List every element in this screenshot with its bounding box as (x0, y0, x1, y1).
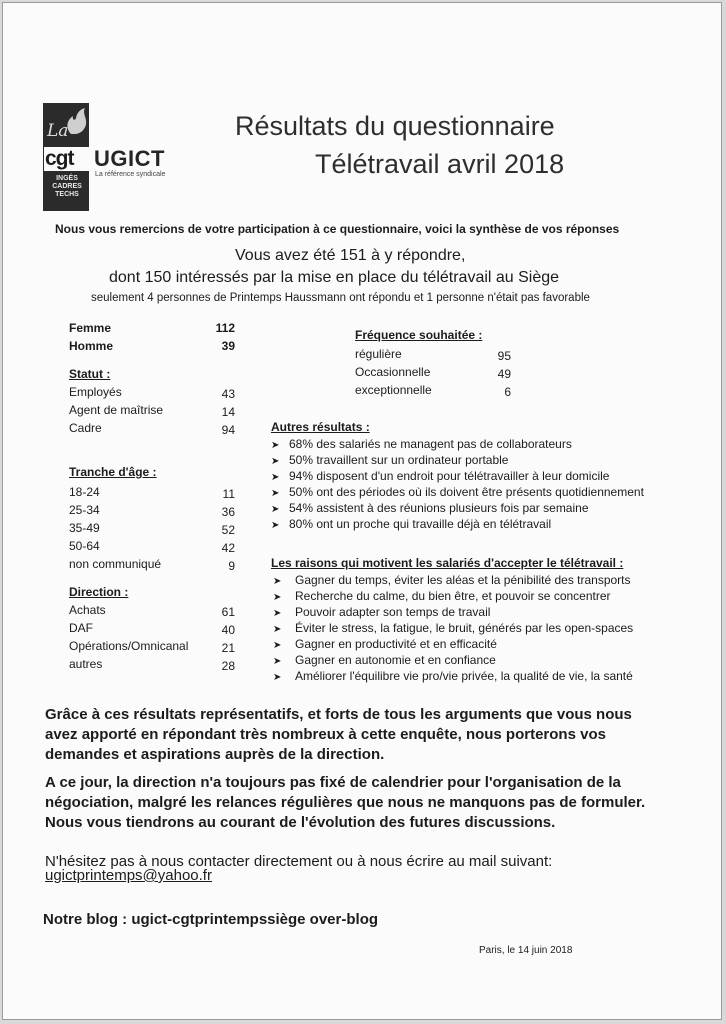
age-label: 25-34 (69, 503, 100, 517)
gender-label-homme: Homme (69, 339, 114, 353)
document-page (2, 2, 722, 1020)
direction-value: 21 (221, 641, 235, 655)
contact-text: N'hésitez pas à nous contacter directement ou à nous écrire au mail suivant: (45, 853, 553, 870)
list-item: ➤ 50% travaillent sur un ordinateur portable (271, 453, 509, 467)
direction-value: 28 (221, 659, 235, 673)
gender-label-femme: Femme (69, 321, 112, 335)
list-item: ➤ 80% ont un proche qui travaille déjà en télétravail (271, 517, 552, 531)
gender-value-homme: 39 (221, 339, 235, 353)
page-title-line2: Télétravail avril 2018 (315, 149, 565, 179)
arrow-bullet-icon: ➤ (271, 488, 280, 499)
intro-respondents: Vous avez été 151 à y répondre, (235, 247, 466, 264)
list-item: ➤ Recherche du calme, du bien être, et pouvoir se concentrer (273, 589, 611, 603)
intro-thanks: Nous vous remercions de votre participation à ce questionnaire, voici la synthèse de vos réponses (55, 222, 620, 236)
age-label: 50-64 (69, 539, 100, 553)
contact-email-link[interactable]: ugictprintemps@yahoo.fr (45, 867, 212, 884)
list-item: ➤ Gagner en autonomie et en confiance (273, 653, 496, 667)
age-value: 52 (221, 523, 235, 537)
list-item: ➤ 94% disposent d'un endroit pour télétravailler à leur domicile (271, 469, 610, 483)
arrow-bullet-icon: ➤ (271, 440, 280, 451)
age-heading: Tranche d'âge : (69, 465, 157, 479)
conclusion-paragraph-2: A ce jour, la direction n'a toujours pas fixé de calendrier pour l'organisation de la négociation, malgré les relances régulières que nous ne manquons pas de formuler. Nous vous tiendrons au courant de l'évolution des futures discussions. (45, 774, 646, 831)
arrow-bullet-icon: ➤ (271, 472, 280, 483)
statut-label: Employés (69, 385, 122, 399)
direction-label: Achats (69, 603, 106, 617)
list-item: ➤ Pouvoir adapter son temps de travail (273, 605, 491, 619)
list-item: ➤ 54% assistent à des réunions plusieurs fois par semaine (271, 501, 589, 515)
arrow-bullet-icon: ➤ (273, 656, 282, 667)
document-date: Paris, le 14 juin 2018 (479, 945, 573, 956)
logo-tagline: La référence syndicale (95, 171, 166, 178)
autres-heading: Autres résultats : (271, 420, 370, 434)
arrow-bullet-icon: ➤ (273, 592, 282, 603)
direction-label: DAF (69, 621, 93, 635)
frequence-value: 6 (504, 385, 511, 399)
frequence-label: Occasionnelle (355, 365, 431, 379)
statut-value: 94 (221, 423, 235, 437)
statut-label: Cadre (69, 421, 102, 435)
logo-sub-1: INGÉS (56, 175, 78, 182)
logo-sub-2: CADRES (52, 183, 82, 190)
age-value: 36 (221, 505, 235, 519)
list-item: ➤ Améliorer l'équilibre vie pro/vie privée, la qualité de vie, la santé (273, 669, 633, 683)
arrow-bullet-icon: ➤ (273, 624, 282, 635)
frequence-value: 95 (497, 349, 511, 363)
arrow-bullet-icon: ➤ (273, 640, 282, 651)
age-label: 18-24 (69, 485, 100, 499)
list-item: ➤ 50% ont des périodes où ils doivent être présents quotidiennement (271, 485, 644, 499)
arrow-bullet-icon: ➤ (273, 672, 282, 683)
logo-cgt: cgt (44, 147, 90, 171)
logo-script: La (47, 121, 69, 141)
raisons-heading: Les raisons qui motivent les salariés d'accepter le télétravail : (271, 556, 624, 570)
arrow-bullet-icon: ➤ (271, 456, 280, 467)
age-value: 9 (228, 559, 235, 573)
logo-sub-3: TECHS (55, 191, 79, 198)
list-item: ➤ Gagner en productivité et en efficacité (273, 637, 497, 651)
frequence-label: régulière (355, 347, 402, 361)
statut-label: Agent de maîtrise (69, 403, 164, 417)
direction-label: Opérations/Omnicanal (69, 639, 189, 653)
age-value: 11 (222, 487, 235, 501)
arrow-bullet-icon: ➤ (273, 576, 282, 587)
intro-interested: dont 150 intéressés par la mise en place du télétravail au Siège (109, 269, 560, 286)
statut-value: 43 (221, 387, 235, 401)
age-label: 35-49 (69, 521, 100, 535)
arrow-bullet-icon: ➤ (271, 520, 280, 531)
arrow-bullet-icon: ➤ (271, 504, 280, 515)
age-value: 42 (221, 541, 235, 555)
conclusion-paragraph-1: Grâce à ces résultats représentatifs, et forts de tous les arguments que vous nous avez apporté en répondant très nombreux à cette enquête, nous porterons vos demandes et aspirations auprès de la direction. (45, 706, 632, 763)
direction-label: autres (69, 657, 103, 671)
age-label: non communiqué (69, 557, 162, 571)
arrow-bullet-icon: ➤ (273, 608, 282, 619)
cgt-logo (43, 103, 89, 211)
list-item: ➤ Gagner du temps, éviter les aléas et la pénibilité des transports (273, 573, 631, 587)
statut-heading: Statut : (69, 367, 111, 381)
logo-ugict: UGICT (94, 146, 165, 171)
blog-text: Notre blog : ugict-cgtprintempssiège over-blog (43, 911, 379, 928)
direction-heading: Direction : (69, 585, 129, 599)
gender-value-femme: 112 (215, 321, 235, 335)
frequence-label: exceptionnelle (355, 383, 432, 397)
list-item: ➤ Éviter le stress, la fatigue, le bruit, générés par les open-spaces (273, 621, 634, 635)
intro-note: seulement 4 personnes de Printemps Haussmann ont répondu et 1 personne n'était pas favorable (91, 292, 590, 304)
frequence-value: 49 (497, 367, 511, 381)
direction-value: 61 (221, 605, 235, 619)
direction-value: 40 (221, 623, 235, 637)
frequence-heading: Fréquence souhaitée : (355, 328, 483, 342)
statut-value: 14 (221, 405, 235, 419)
list-item: ➤ 68% des salariés ne managent pas de collaborateurs (271, 437, 572, 451)
page-title-line1: Résultats du questionnaire (235, 111, 555, 141)
